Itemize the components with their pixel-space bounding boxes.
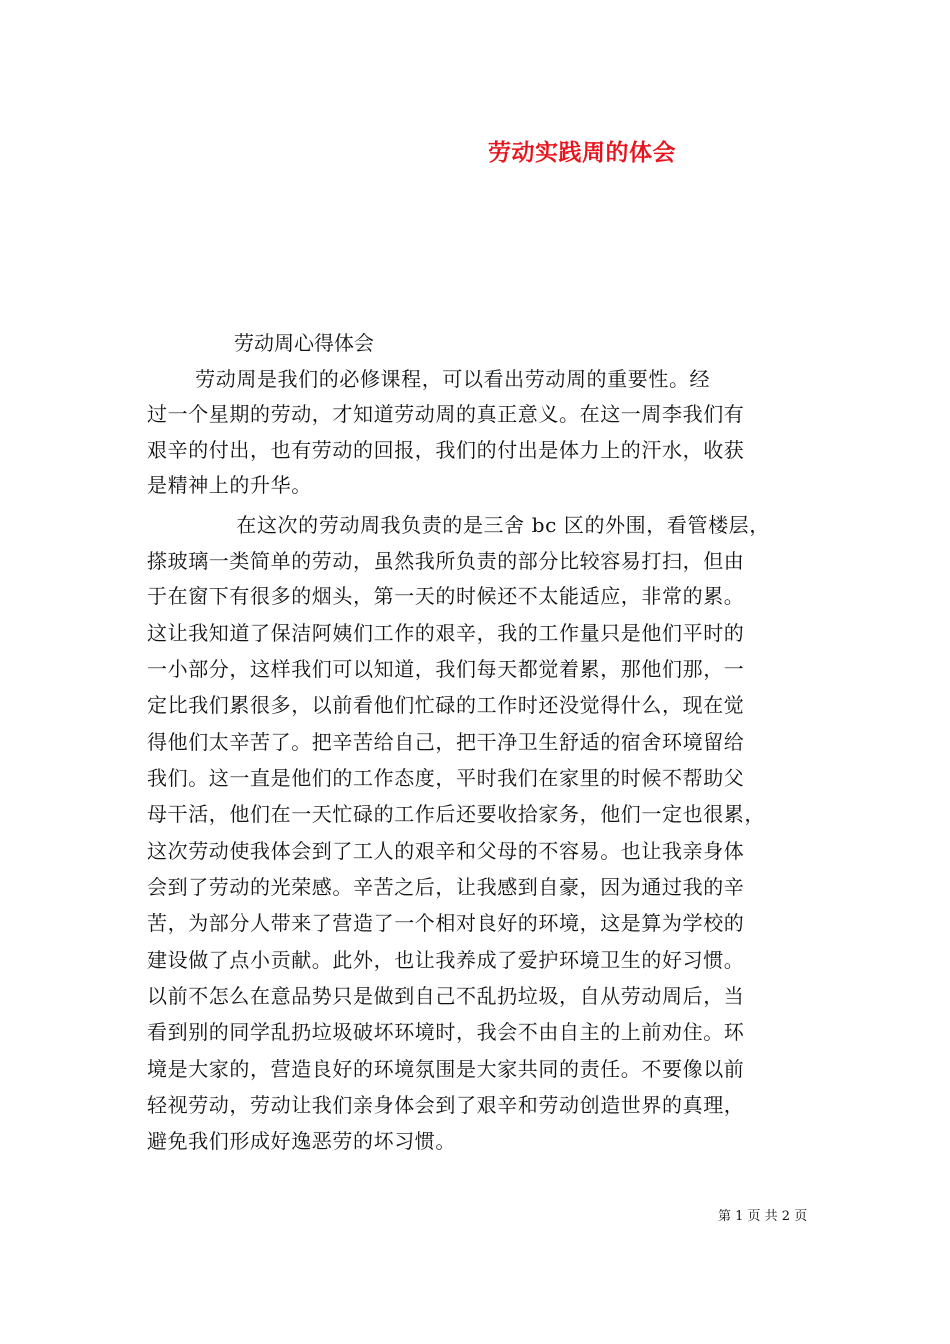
section-heading: 劳动周心得体会 (234, 331, 374, 355)
body-line: 会到了劳动的光荣感。辛苦之后，让我感到自豪，因为通过我的辛 (147, 875, 745, 899)
body-line: 建设做了点小贡献。此外，也让我养成了爱护环境卫生的好习惯。 (147, 948, 745, 972)
body-line: 一小部分，这样我们可以知道，我们每天都觉着累，那他们那，一 (147, 657, 745, 681)
body-line: 避免我们形成好逸恶劳的坏习惯。 (147, 1129, 456, 1153)
body-line: 境是大家的，营造良好的环境氛围是大家共同的责任。不要像以前 (147, 1057, 745, 1081)
body-line: 在这次的劳动周我负责的是三舍 bc 区的外围，看管楼层， (147, 513, 770, 537)
body-line: 苦，为部分人带来了营造了一个相对良好的环境，这是算为学校的 (147, 911, 745, 935)
body-line: 这次劳动使我体会到了工人的艰辛和父母的不容易。也让我亲身体 (147, 839, 745, 863)
body-line: 劳动周是我们的必修课程，可以看出劳动周的重要性。经 (147, 367, 711, 391)
body-line: 轻视劳动，劳动让我们亲身体会到了艰辛和劳动创造世界的真理， (147, 1093, 745, 1117)
body-line: 我们。这一直是他们的工作态度，平时我们在家里的时候不帮助父 (147, 766, 745, 790)
page-title: 劳动实践周的体会 (488, 139, 676, 166)
body-line: 定比我们累很多，以前看他们忙碌的工作时还没觉得什么，现在觉 (147, 693, 745, 717)
body-line: 艰辛的付出，也有劳动的回报，我们的付出是体力上的汗水，收获 (147, 438, 745, 462)
body-line: 过一个星期的劳动，才知道劳动周的真正意义。在这一周李我们有 (147, 402, 745, 426)
page-number: 第 1 页 共 2 页 (718, 1209, 808, 1224)
body-line: 母干活，他们在一天忙碌的工作后还要收拾家务，他们一定也很累， (147, 802, 765, 826)
body-line: 以前不怎么在意品势只是做到自己不乱扔垃圾，自从劳动周后，当 (147, 984, 745, 1008)
body-line: 得他们太辛苦了。把辛苦给自己，把干净卫生舒适的宿舍环境留给 (147, 730, 745, 754)
body-line: 是精神上的升华。 (147, 473, 312, 497)
body-line: 这让我知道了保洁阿姨们工作的艰辛，我的工作量只是他们平时的 (147, 621, 745, 645)
body-line: 看到别的同学乱扔垃圾破坏环境时，我会不由自主的上前劝住。环 (147, 1020, 745, 1044)
body-line: 搽玻璃一类简单的劳动，虽然我所负责的部分比较容易打扫，但由 (147, 549, 745, 573)
body-line: 于在窗下有很多的烟头，第一天的时候还不太能适应，非常的累。 (147, 584, 745, 608)
